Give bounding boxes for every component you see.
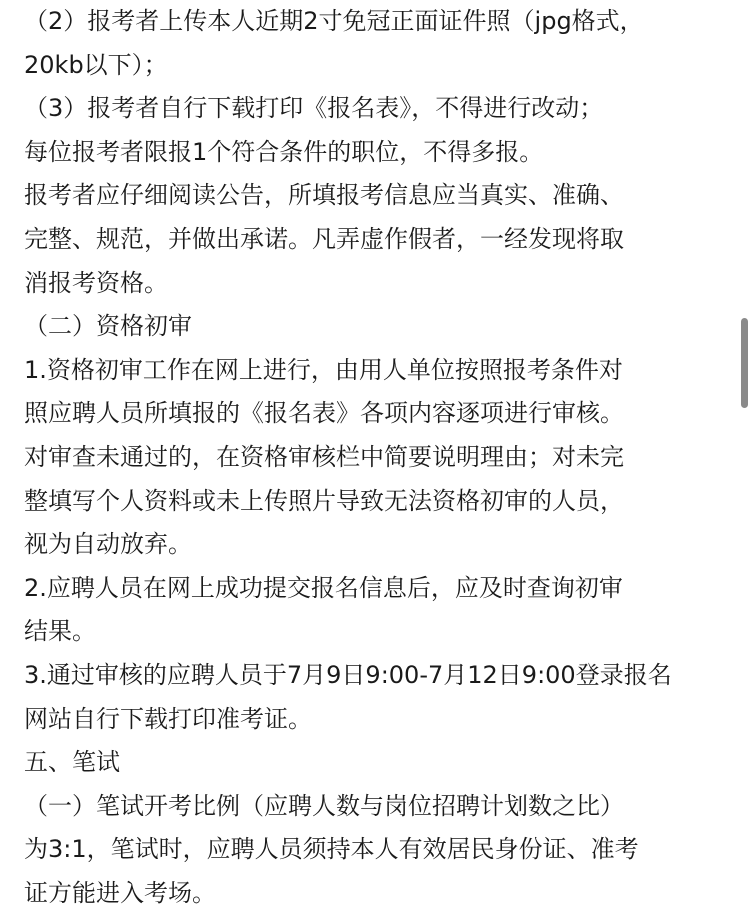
text-line: 整填写个人资料或未上传照片导致无法资格初审的人员， [24,486,624,515]
text-line: 每位报考者限报1个符合条件的职位，不得多报。 [24,137,544,166]
text-line: 结果。 [24,617,96,646]
text-line: 3.通过审核的应聘人员于7月9日9:00-7月12日9:00登录报名 [24,660,672,689]
text-line: 完整、规范，并做出承诺。凡弄虚作假者，一经发现将取 [24,224,624,253]
text-line: 报考者应仔细阅读公告，所填报考信息应当真实、准确、 [24,181,624,210]
text-line: 1.资格初审工作在网上进行，由用人单位按照报考条件对 [24,355,623,384]
scrollbar-thumb[interactable] [741,318,748,408]
text-line: 消报考资格。 [24,268,168,297]
text-line: 证方能进入考场。 [24,878,216,907]
text-line: 为3:1，笔试时，应聘人员须持本人有效居民身份证、准考 [24,835,639,864]
text-line: 照应聘人员所填报的《报名表》各项内容逐项进行审核。 [24,399,624,428]
section-heading: 五、笔试 [24,748,120,777]
text-line: 视为自动放弃。 [24,530,192,559]
document-body [24,0,724,915]
section-subheading: （一）笔试开考比例（应聘人数与岗位招聘计划数之比） [24,791,624,820]
section-heading: （二）资格初审 [24,312,192,341]
vertical-scrollbar[interactable] [737,0,751,891]
text-line: 网站自行下载打印准考证。 [24,704,312,733]
text-line: （2）报考者上传本人近期2寸免冠正面证件照（jpg格式， [24,7,644,35]
text-line: 20kb以下）； [24,50,168,79]
text-line: 对审查未通过的，在资格审核栏中简要说明理由；对未完 [24,442,624,471]
text-line: （3）报考者自行下载打印《报名表》，不得进行改动； [24,94,604,123]
text-line: 2.应聘人员在网上成功提交报名信息后，应及时查询初审 [24,573,623,602]
